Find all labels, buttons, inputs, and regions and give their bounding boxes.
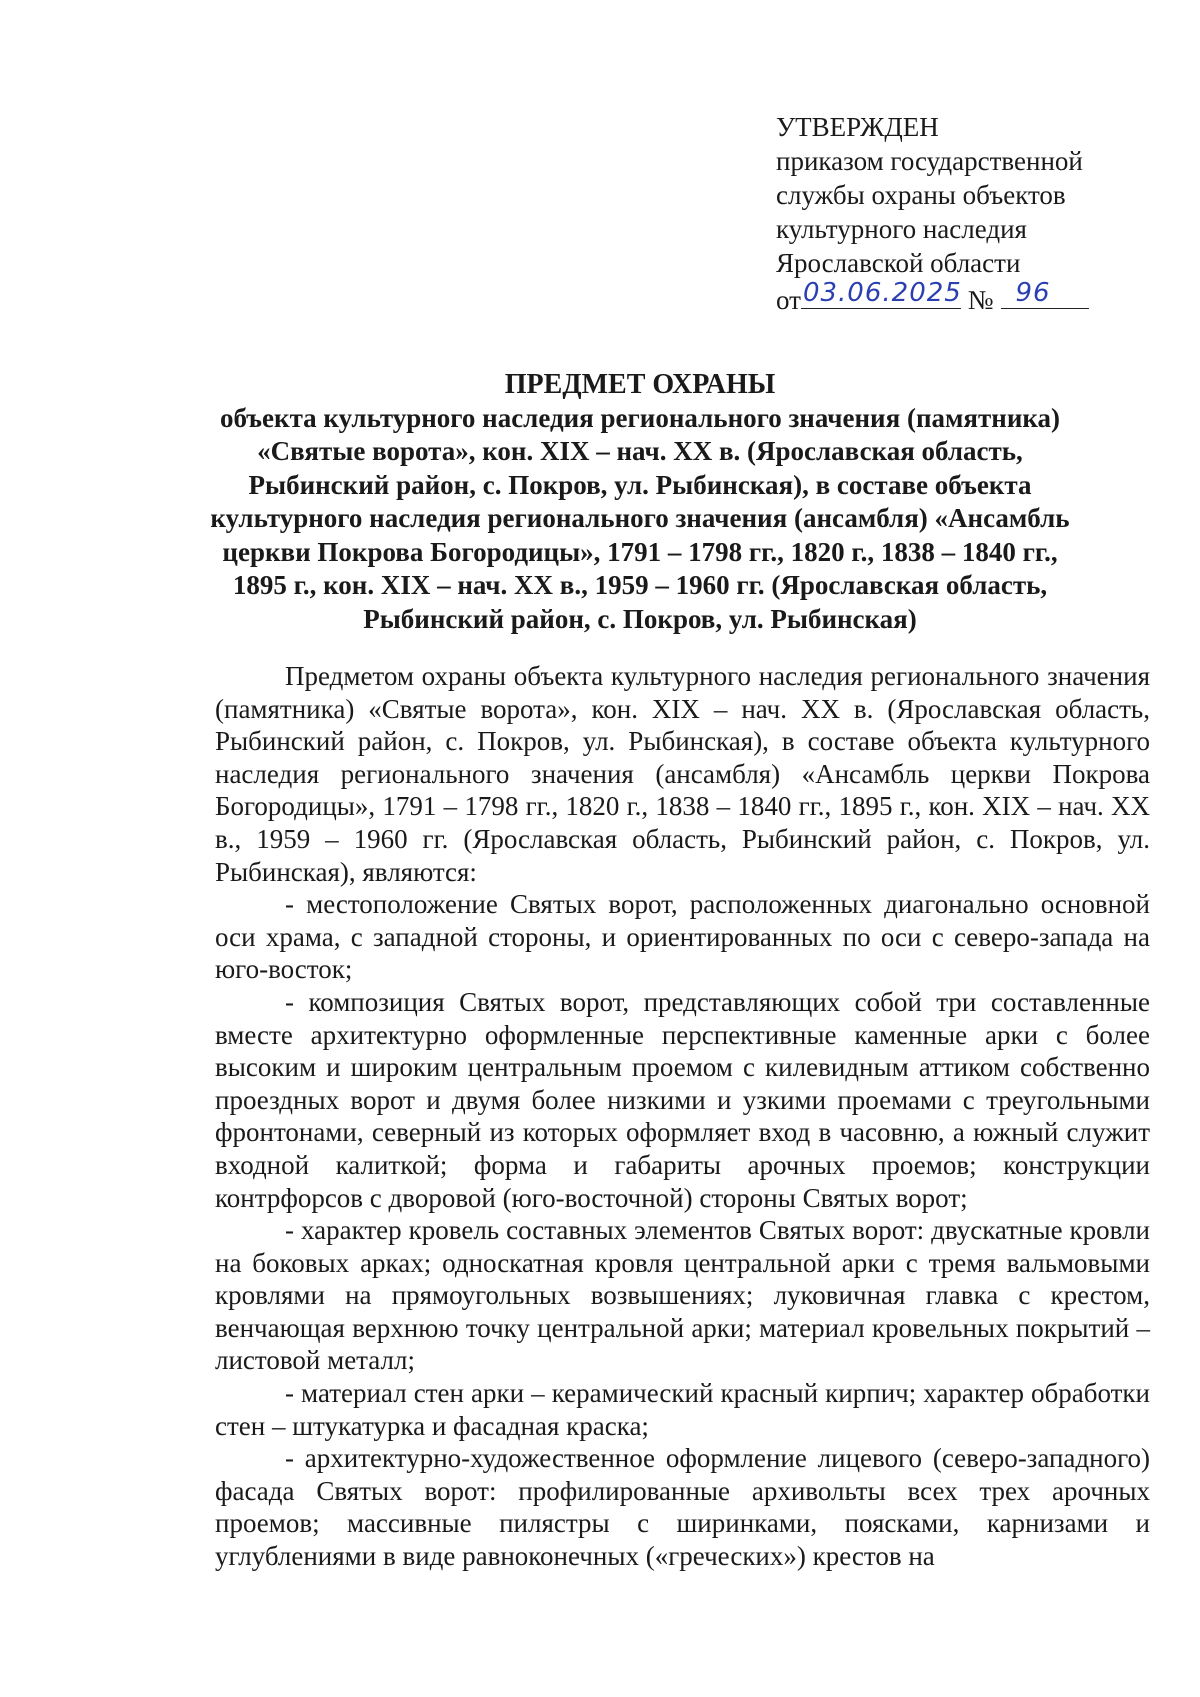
title-line: церкви Покрова Богородицы», 1791 – 1798 гг., 1820 г., 1838 – 1840 гг., [222, 536, 1058, 567]
approval-heading: УТВЕРЖДЕН [776, 112, 939, 142]
document-body [215, 660, 1150, 1573]
title-line: «Святые ворота», кон. XIX – нач. XX в. (Ярославская область, [257, 436, 1023, 466]
number-prefix: № [967, 285, 994, 315]
date-prefix: от [776, 285, 801, 315]
intro-paragraph: Предметом охраны объекта культурного наследия регионального значения (памятника) «Святые ворота», кон. XIX – нач. XX в. (Ярославская область, Рыбинский район, с. Покров, ул. Рыбинская), в составе объекта культурного наследия регионального значения (ансамбля) «Ансамбль церкви Покрова Богородицы», 1791 – 1798 гг., 1820 г., 1838 – 1840 гг., 1895 г., кон. XIX – нач. XX в., 1959 – 1960 гг. (Ярославская область, Рыбинский район, с. Покров, ул. Рыбинская), являются: [215, 661, 1150, 887]
approval-line: культурного наследия [776, 214, 1027, 244]
approval-line: службы охраны объектов [776, 180, 1066, 210]
number-field [1001, 280, 1089, 309]
approval-date-row [776, 280, 1136, 317]
title-line: Рыбинский район, с. Покров, ул. Рыбинская) [363, 603, 917, 634]
title-line: объекта культурного наследия регионального значения (памятника) [219, 402, 1061, 433]
list-item: - композиция Святых ворот, представляющих собой три составленные вместе архитектурно оформленные перспективные каменные арки с более высоким и широким центральным проемом с килевидным аттиком собственно проездных ворот и двумя более низкими и узкими проемами с треугольными фронтонами, северный из которых оформляет вход в часовню, а южный служит входной калиткой; форма и габариты арочных проемов; конструкции контрфорсов с дворовой (юго-восточной) стороны Святых ворот; [215, 986, 1150, 1213]
title-line: Рыбинский район, с. Покров, ул. Рыбинская), в составе объекта [248, 469, 1032, 500]
handwritten-number: 96 [1015, 278, 1051, 308]
approval-block [776, 110, 1136, 317]
title-main: ПРЕДМЕТ ОХРАНЫ [504, 369, 776, 400]
approval-line: приказом государственной [776, 146, 1083, 176]
list-item: - материал стен арки – керамический красный кирпич; характер обработки стен – штукатурка и фасадная краска; [215, 1378, 1150, 1441]
title-line: 1895 г., кон. XIX – нач. XX в., 1959 – 1960 гг. (Ярославская область, [232, 570, 1048, 600]
date-field [801, 280, 961, 309]
list-item: - характер кровель составных элементов Святых ворот: двускатные кровли на боковых арках; односкатная кровля центральной арки с тремя вальмовыми кровлями на прямоугольных возвышениях; луковичная главка с крестом, венчающая верхнюю точку центральной арки; материал кровельных покрытий – листовой металл; [215, 1215, 1150, 1376]
title-line: культурного наследия регионального значения (ансамбля) «Ансамбль [210, 503, 1070, 533]
approval-line: Ярославской области [776, 248, 1021, 278]
document-title [200, 368, 1080, 636]
handwritten-date: 03.06.2025 [802, 278, 962, 308]
list-item: - архитектурно-художественное оформление лицевого (северо-западного) фасада Святых ворот: профилированные архивольты всех трех арочных проемов; массивные пилястры с ширинками, поясками, карнизами и углублениями в виде равноконечных («греческих») крестов на [215, 1443, 1150, 1572]
list-item: - местоположение Святых ворот, расположенных диагонально основной оси храма, с западной стороны, и ориентированных по оси с северо-запада на юго-восток; [215, 889, 1150, 985]
